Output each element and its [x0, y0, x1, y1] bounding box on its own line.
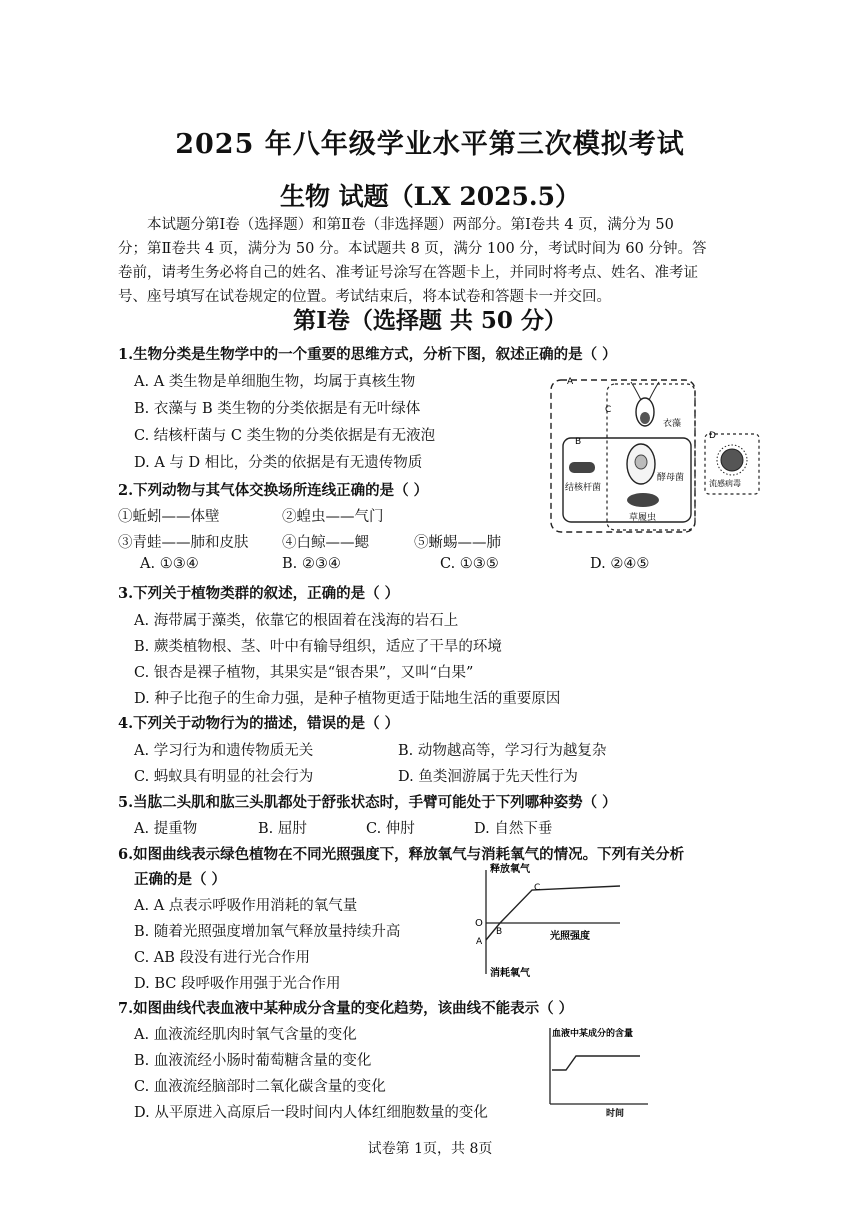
q4-option-a: A. 学习行为和遗传物质无关 [134, 743, 314, 759]
q2-item-5: ⑤蜥蜴——肺 [414, 535, 501, 551]
q4-option-c: C. 蚂蚁具有明显的社会行为 [134, 769, 314, 785]
tuberculosis-icon [569, 462, 595, 473]
q5-option-c: C. 伸肘 [366, 821, 415, 837]
q2-item-1: ①蚯蚓——体壁 [118, 509, 220, 525]
q4-option-b: B. 动物越高等，学习行为越复杂 [398, 743, 607, 759]
label-chlamydomonas: 衣藻 [663, 419, 682, 429]
exam-title: 2025 年八年级学业水平第三次模拟考试 [175, 129, 685, 160]
q5-option-a: A. 提重物 [134, 821, 198, 837]
label-d: D [709, 431, 716, 441]
q2-option-d: D. ②④⑤ [590, 556, 650, 572]
q6-option-a: A. A 点表示呼吸作用消耗的氧气量 [134, 898, 358, 914]
intro-line: 号、座号填写在试卷规定的位置。考试结束后，将本试卷和答题卡一并交回。 [118, 289, 611, 305]
question-3-stem: 3.下列关于植物类群的叙述，正确的是（ ） [118, 585, 400, 602]
q2-item-4: ④白鲸——鳃 [282, 535, 369, 551]
content-curve [552, 1056, 640, 1070]
page-footer: 试卷第 1页，共 8页 [367, 1141, 493, 1157]
q7-option-d: D. 从平原进入高原后一段时间内人体红细胞数量的变化 [134, 1105, 488, 1121]
exam-subtitle: 生物 试题（LX 2025.5） [279, 182, 581, 211]
oxygen-light-graph [470, 862, 630, 982]
point-b-label: B [496, 927, 503, 937]
q6-option-c: C. AB 段没有进行光合作用 [134, 950, 311, 966]
q2-item-3: ③青蛙——肺和皮肤 [118, 535, 249, 551]
y-top-label: 释放氧气 [490, 864, 530, 875]
x-axis-label: 时间 [606, 1109, 625, 1118]
q3-option-a: A. 海带属于藻类，依靠它的根固着在浅海的岩石上 [134, 613, 459, 629]
x-axis-label: 光照强度 [550, 931, 590, 942]
point-a-label: A [476, 937, 483, 947]
question-1-stem: 1.生物分类是生物学中的一个重要的思维方式，分析下图，叙述正确的是（ ） [118, 346, 617, 363]
q1-option-b: B. 衣藻与 B 类生物的分类依据是有无叶绿体 [134, 401, 421, 417]
q6-option-d: D. BC 段呼吸作用强于光合作用 [134, 976, 341, 992]
q2-option-b: B. ②③④ [282, 556, 341, 572]
y-bottom-label: 消耗氧气 [490, 968, 530, 979]
intro-line: 本试题分第Ⅰ卷（选择题）和第Ⅱ卷（非选择题）两部分。第Ⅰ卷共 4 页，满分为 50 [147, 217, 674, 233]
q7-option-b: B. 血液流经小肠时葡萄糖含量的变化 [134, 1053, 372, 1069]
label-influenza: 流感病毒 [709, 479, 741, 488]
label-b: B [575, 437, 582, 447]
q3-option-c: C. 银杏是裸子植物，其果实是“银杏果”，又叫“白果” [134, 665, 474, 681]
label-c: C [605, 405, 612, 415]
label-yeast: 酵母菌 [657, 473, 685, 483]
chlamydomonas-icon [631, 382, 659, 426]
point-c-label: C [534, 883, 541, 893]
question-7-stem: 7.如图曲线代表血液中某种成分含量的变化趋势，该曲线不能表示（ ） [118, 1000, 574, 1017]
q7-option-c: C. 血液流经脑部时二氧化碳含量的变化 [134, 1079, 386, 1095]
paramecium-icon [627, 493, 659, 507]
label-tuberculosis: 结核杆菌 [565, 483, 602, 493]
q4-option-d: D. 鱼类洄游属于先天性行为 [398, 769, 578, 785]
influenza-virus-icon [717, 445, 747, 475]
q3-option-d: D. 种子比孢子的生命力强，是种子植物更适于陆地生活的重要原因 [134, 691, 561, 707]
question-5-stem: 5.当肱二头肌和肱三头肌都处于舒张状态时，手臂可能处于下列哪种姿势（ ） [118, 794, 617, 811]
q7-option-a: A. 血液流经肌肉时氧气含量的变化 [134, 1027, 357, 1043]
q2-option-c: C. ①③⑤ [440, 556, 499, 572]
group-a-box [551, 380, 695, 532]
q1-option-d: D. A 与 D 相比，分类的依据是有无遗传物质 [134, 455, 423, 471]
q2-option-a: A. ①③④ [140, 556, 199, 572]
exam-instructions [118, 213, 768, 309]
q5-option-b: B. 屈肘 [258, 821, 307, 837]
q5-option-d: D. 自然下垂 [474, 821, 553, 837]
q1-option-a: A. A 类生物是单细胞生物，均属于真核生物 [134, 374, 416, 390]
classification-diagram [545, 372, 763, 540]
label-paramecium: 草履虫 [629, 513, 657, 523]
question-6-stem-cont: 正确的是（ ） [134, 871, 227, 888]
intro-line: 分；第Ⅱ卷共 4 页，满分为 50 分。本试题共 8 页，满分 100 分，考试时间为 60 分钟。答 [118, 241, 707, 257]
q3-option-b: B. 蕨类植物根、茎、叶中有输导组织，适应了干旱的环境 [134, 639, 502, 655]
y-axis-label: 血液中某成分的含量 [552, 1029, 634, 1039]
origin-label: O [475, 918, 483, 929]
question-4-stem: 4.下列关于动物行为的描述，错误的是（ ） [118, 715, 400, 732]
q2-item-2: ②蝗虫——气门 [282, 509, 384, 525]
q1-option-c: C. 结核杆菌与 C 类生物的分类依据是有无液泡 [134, 428, 436, 444]
label-a: A [567, 377, 574, 387]
blood-content-graph [540, 1022, 660, 1118]
intro-line: 卷前，请考生务必将自己的姓名、准考证号涂写在答题卡上，并同时将考点、姓名、准考证 [118, 265, 698, 281]
yeast-icon [627, 444, 655, 484]
question-2-stem: 2.下列动物与其气体交换场所连线正确的是（ ） [118, 482, 429, 499]
section-title: 第Ⅰ卷（选择题 共 50 分） [293, 307, 567, 334]
q6-option-b: B. 随着光照强度增加氧气释放量持续升高 [134, 924, 401, 940]
question-6-stem: 6.如图曲线表示绿色植物在不同光照强度下，释放氧气与消耗氧气的情况。下列有关分析 [118, 846, 685, 863]
